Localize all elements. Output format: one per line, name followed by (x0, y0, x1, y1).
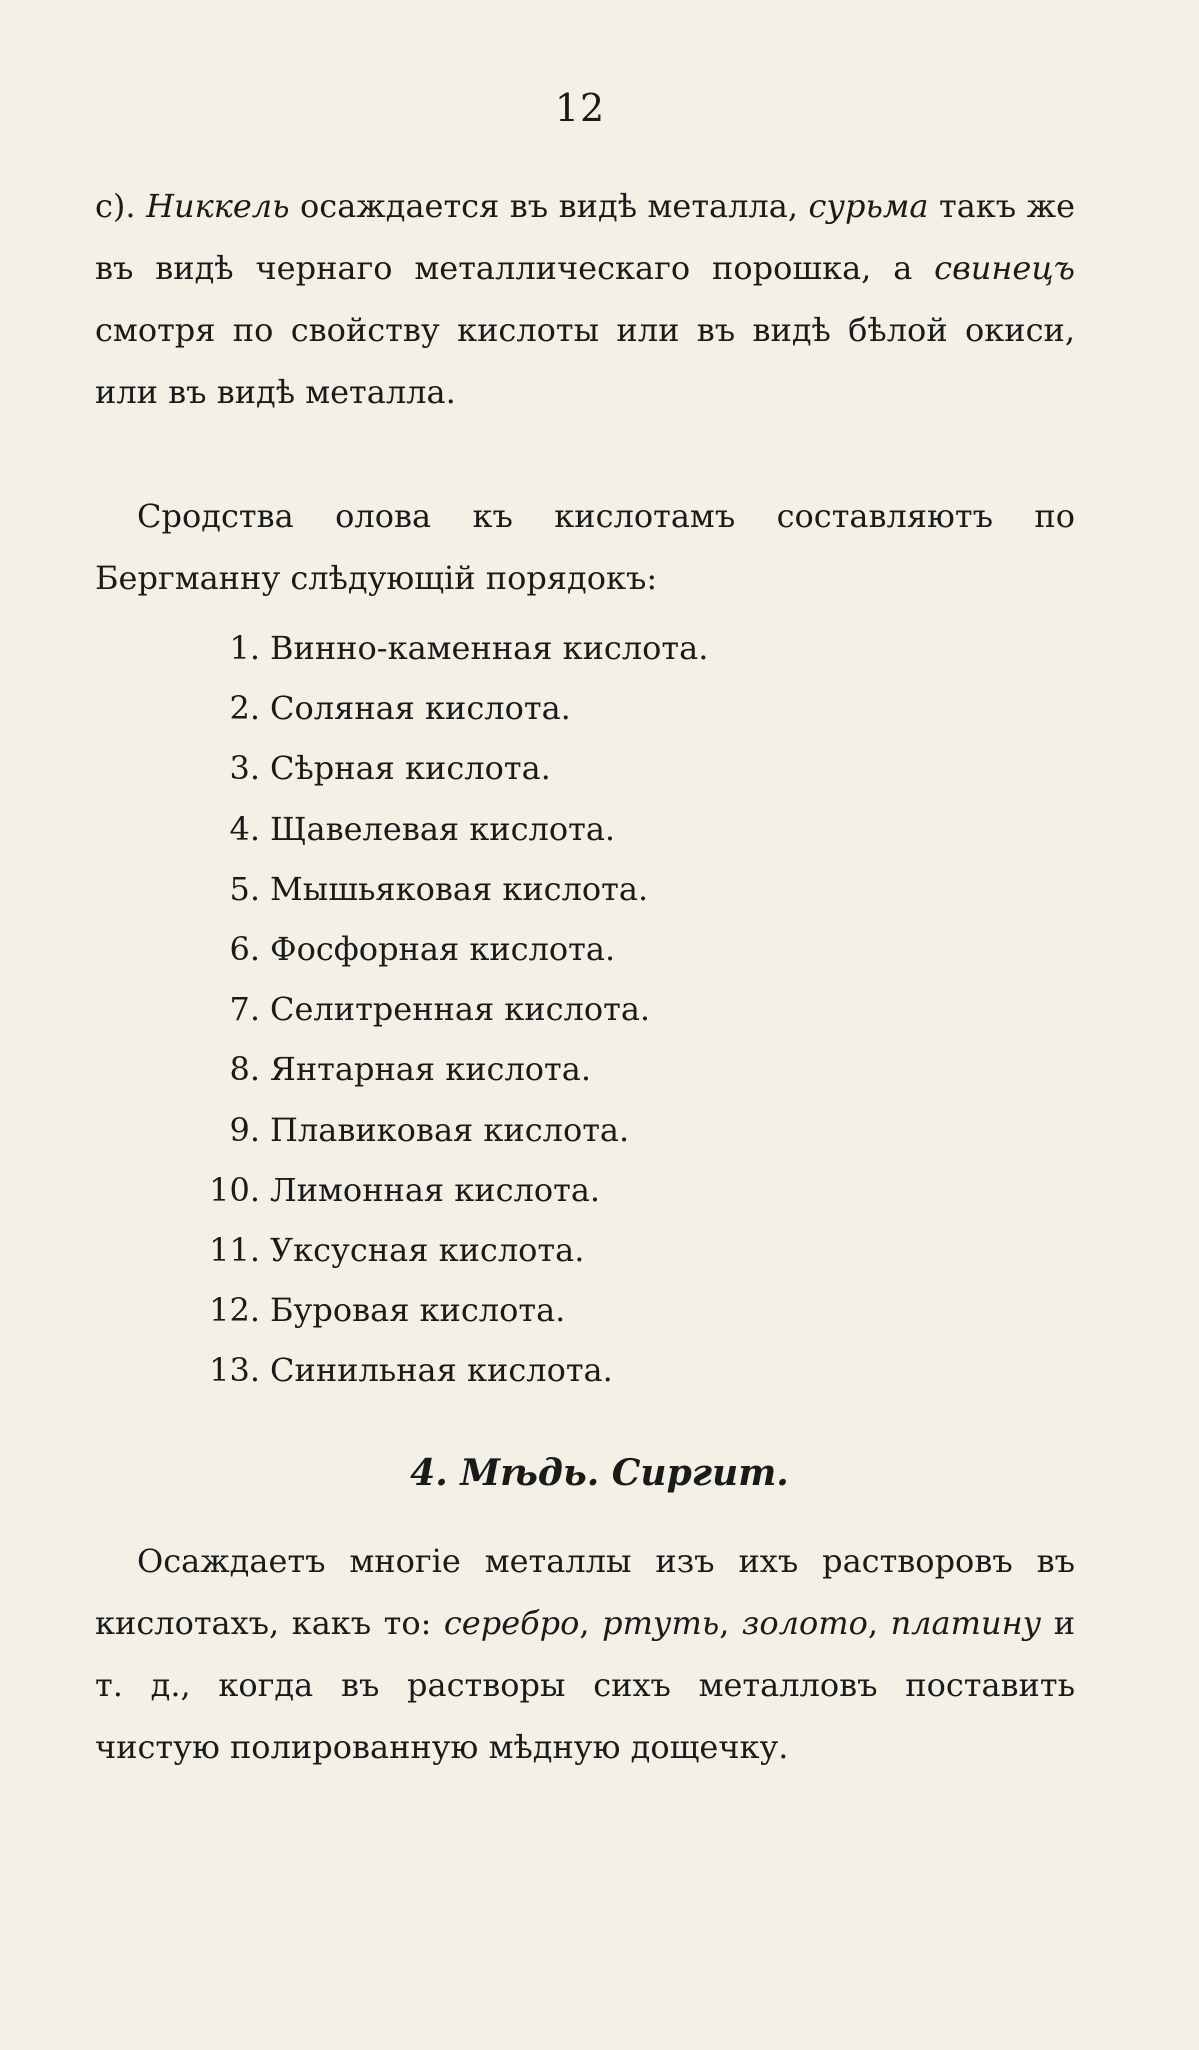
text-fragment: и т. д., когда въ растворы сихъ металловъ поставить чистую полированную мѣдную дощечку. (95, 1604, 1076, 1766)
list-item (180, 979, 708, 1039)
acid-name: Винно-каменная кислота. (270, 629, 709, 667)
list-number: 6. (229, 929, 260, 968)
list-number: 3. (229, 749, 260, 788)
separator: , (719, 1604, 742, 1642)
acid-name: Соляная кислота. (270, 689, 571, 728)
acid-name: Селитренная кислота. (270, 990, 651, 1029)
term-silver: серебро (443, 1604, 580, 1642)
list-item (180, 1340, 708, 1400)
term-lead: свинецъ (934, 249, 1075, 287)
acid-name: Сѣрная кислота. (270, 749, 551, 788)
list-number: 9. (229, 1110, 260, 1149)
term-mercury: ртуть (602, 1604, 720, 1642)
list-number: 7. (229, 990, 260, 1029)
acid-name: Синильная кислота. (270, 1351, 613, 1390)
acid-name: Фосфорная кислота. (270, 929, 616, 968)
list-item (180, 1039, 708, 1099)
list-number: 13. (209, 1351, 260, 1390)
list-number: 1. (229, 629, 260, 667)
page-number: 12 (554, 86, 606, 130)
acid-name: Буровая кислота. (270, 1291, 566, 1330)
term-gold: золото (741, 1604, 868, 1642)
text-fragment: осаждается въ видѣ металла, (289, 187, 809, 225)
term-platinum: платину (890, 1604, 1042, 1642)
list-item (180, 1280, 708, 1340)
list-item (180, 1100, 708, 1160)
list-item (180, 738, 708, 798)
term-nickel: Никкель (146, 187, 290, 225)
list-number: 4. (229, 809, 260, 848)
acid-name: Уксусная кислота. (270, 1230, 585, 1269)
paragraph-copper (95, 1530, 1075, 1778)
text-fragment: Осаждаетъ многіе металлы изъ ихъ растворовъ въ кислотахъ, какъ то: (95, 1542, 1075, 1642)
list-number: 5. (229, 869, 260, 908)
list-number: 2. (229, 689, 260, 728)
separator: , (867, 1604, 891, 1642)
text-fragment: такъ же въ видѣ чернаго металлическаго порошка, а (95, 187, 1076, 287)
list-item (180, 618, 708, 678)
list-number: 10. (209, 1170, 260, 1209)
list-item (180, 799, 708, 859)
acid-name: Лимонная кислота. (270, 1170, 601, 1209)
acid-name: Плавиковая кислота. (270, 1110, 630, 1149)
list-number: 12. (209, 1291, 260, 1330)
list-number: 8. (229, 1050, 260, 1089)
list-number: 11. (209, 1230, 260, 1269)
acid-name: Щавелевая кислота. (270, 809, 616, 848)
list-item (180, 859, 708, 919)
section-heading: 4. Мѣдь. Сиргит. (410, 1452, 789, 1494)
separator: , (579, 1604, 603, 1642)
list-item (180, 678, 708, 738)
paragraph-affinity-intro: Сродства олова къ кислотамъ составляютъ по Бергманну слѣдующій порядокъ: (95, 497, 1075, 597)
paragraph-label: c). (95, 187, 136, 225)
list-item (180, 919, 708, 979)
list-item (180, 1220, 708, 1280)
acid-name: Янтарная кислота. (270, 1050, 591, 1089)
list-item (180, 1160, 708, 1220)
paragraph-precipitation (95, 175, 1075, 423)
text-fragment: смотря по свойству кислоты или въ видѣ бѣлой окиси, или въ видѣ металла. (95, 311, 1075, 411)
acid-name: Мышьяковая кислота. (270, 869, 649, 908)
term-antimony: сурьма (808, 187, 929, 225)
acid-affinity-list (180, 618, 708, 1400)
